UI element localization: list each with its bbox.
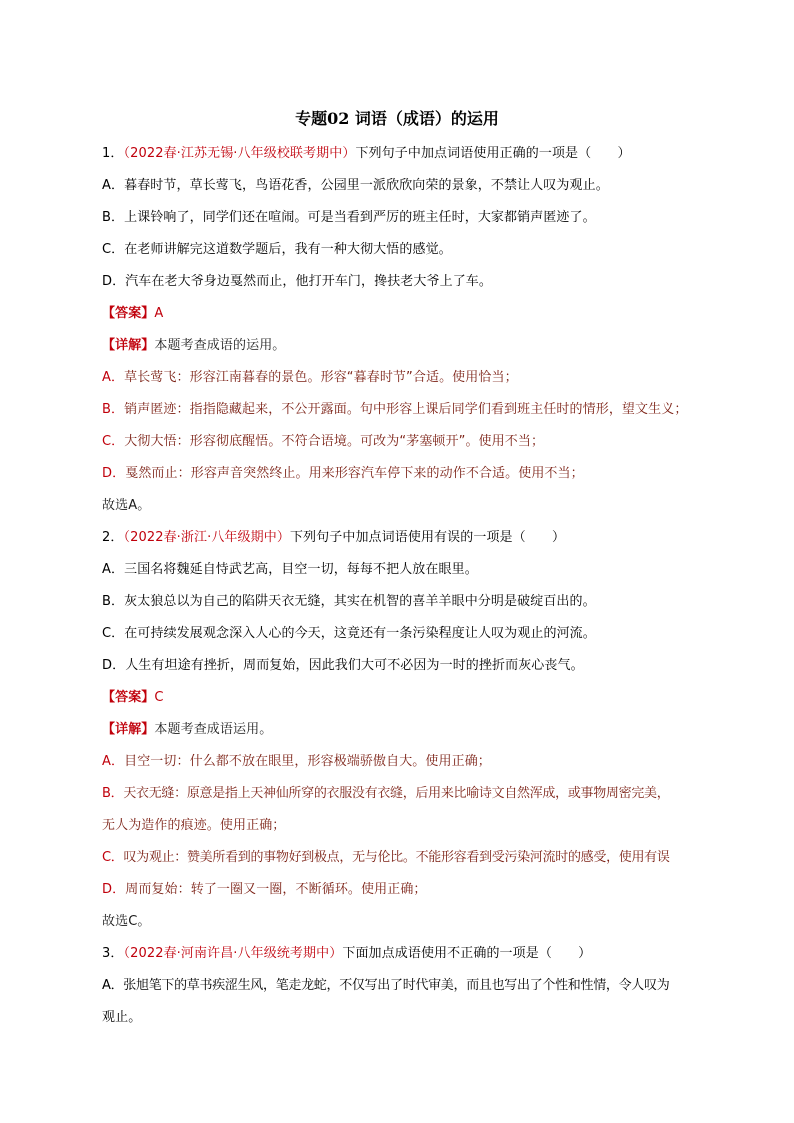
analysis-prefix: D． [102, 882, 126, 897]
question-stem: 下列句子中加点词语使用正确的一项是（ ） [355, 146, 631, 161]
question-number: 3． [102, 946, 124, 961]
analysis-text: 草长莺飞：形容江南暮春的景色。形容“暮春时节”合适。使用恰当； [124, 370, 518, 385]
answer-label: 【答案】 [102, 690, 155, 705]
detail-text: 本题考查成语运用。 [154, 722, 273, 737]
analysis-text: 无人为造作的痕迹。使用正确； [102, 818, 286, 833]
option-b: B．上课铃响了，同学们还在喧闹。可是当看到严厉的班主任时，大家都销声匿迹了。 [102, 210, 596, 225]
detail-label: 【详解】 [102, 722, 155, 737]
option-a: A．张旭笔下的草书疾涩生风，笔走龙蛇，不仅写出了时代审美，而且也写出了个性和性情，令人叹为 [102, 978, 670, 993]
question-source: （2022春·浙江·八年级期中） [123, 530, 290, 545]
analysis-b [102, 401, 687, 419]
conclusion: 故选C。 [102, 914, 151, 929]
question-number: 2． [102, 530, 124, 545]
answer-value: C [154, 690, 164, 705]
question-source: （2022春·河南许昌·八年级统考期中） [123, 946, 343, 961]
analysis-text: 大彻大悟：形容彻底醒悟。不符合语境。可改为“茅塞顿开”。使用不当； [124, 434, 545, 449]
analysis-a [102, 369, 518, 387]
option-a-continued: 观止。 [102, 1010, 142, 1025]
answer-value: A [154, 306, 164, 321]
analysis-prefix: B． [102, 786, 124, 801]
analysis-prefix: A． [102, 754, 125, 769]
analysis-a [102, 753, 491, 771]
analysis-c [102, 433, 544, 451]
question-3-header [102, 945, 591, 963]
page-title: 专题02 词语（成语）的运用 [295, 109, 499, 128]
answer-label: 【答案】 [102, 306, 155, 321]
analysis-c [102, 849, 670, 867]
analysis-prefix: A． [102, 370, 125, 385]
answer-line [102, 305, 163, 323]
conclusion: 故选A。 [102, 498, 151, 513]
analysis-prefix: C． [102, 434, 125, 449]
analysis-text: 目空一切：什么都不放在眼里，形容极端骄傲自大。使用正确； [124, 754, 491, 769]
question-number: 1． [102, 146, 124, 161]
analysis-text: 戛然而止：形容声音突然终止。用来形容汽车停下来的动作不合适。使用不当； [125, 466, 584, 481]
option-d: D．汽车在老大爷身边戛然而止，他打开车门，搀扶老大爷上了车。 [102, 274, 493, 289]
analysis-text: 周而复始：转了一圈又一圈，不断循环。使用正确； [125, 882, 427, 897]
analysis-d [102, 881, 427, 899]
detail-text: 本题考查成语的运用。 [154, 338, 286, 353]
question-1-header [102, 145, 631, 163]
detail-line [102, 337, 285, 355]
option-a: A．暮春时节，草长莺飞，鸟语花香，公园里一派欣欣向荣的景象，不禁让人叹为观止。 [102, 178, 609, 193]
option-a: A．三国名将魏延自恃武艺高，目空一切，每每不把人放在眼里。 [102, 562, 478, 577]
question-source: （2022春·江苏无锡·八年级校联考期中） [123, 146, 356, 161]
option-b: B．灰太狼总以为自己的陷阱天衣无缝，其实在机智的喜羊羊眼中分明是破绽百出的。 [102, 594, 596, 609]
analysis-b-continued [102, 817, 285, 835]
analysis-text: 天衣无缝：原意是指上天神仙所穿的衣服没有衣缝，后用来比喻诗文自然浑成，或事物周密完美， [123, 786, 670, 801]
analysis-prefix: C． [102, 850, 124, 865]
analysis-prefix: B． [102, 402, 125, 417]
option-c: C．在可持续发展观念深入人心的今天，这竟还有一条污染程度让人叹为观止的河流。 [102, 626, 596, 641]
option-d: D．人生有坦途有挫折，周而复始，因此我们大可不必因为一时的挫折而灰心丧气。 [102, 658, 584, 673]
analysis-b [102, 785, 669, 803]
analysis-d [102, 465, 584, 483]
analysis-text: 叹为观止：赞美所看到的事物好到极点，无与伦比。不能形容看到受污染河流时的感受，使用有误 [123, 850, 670, 865]
question-2-header [102, 529, 565, 547]
question-stem: 下列句子中加点词语使用有误的一项是（ ） [289, 530, 566, 545]
detail-label: 【详解】 [102, 338, 155, 353]
option-c: C．在老师讲解完这道数学题后，我有一种大彻大悟的感觉。 [102, 242, 452, 257]
analysis-prefix: D． [102, 466, 126, 481]
question-stem: 下面加点成语使用不正确的一项是（ ） [342, 946, 592, 961]
answer-line [102, 689, 164, 707]
analysis-text: 销声匿迹：指指隐藏起来，不公开露面。句中形容上课后同学们看到班主任时的情形，望文生义； [124, 402, 688, 417]
detail-line [102, 721, 272, 739]
